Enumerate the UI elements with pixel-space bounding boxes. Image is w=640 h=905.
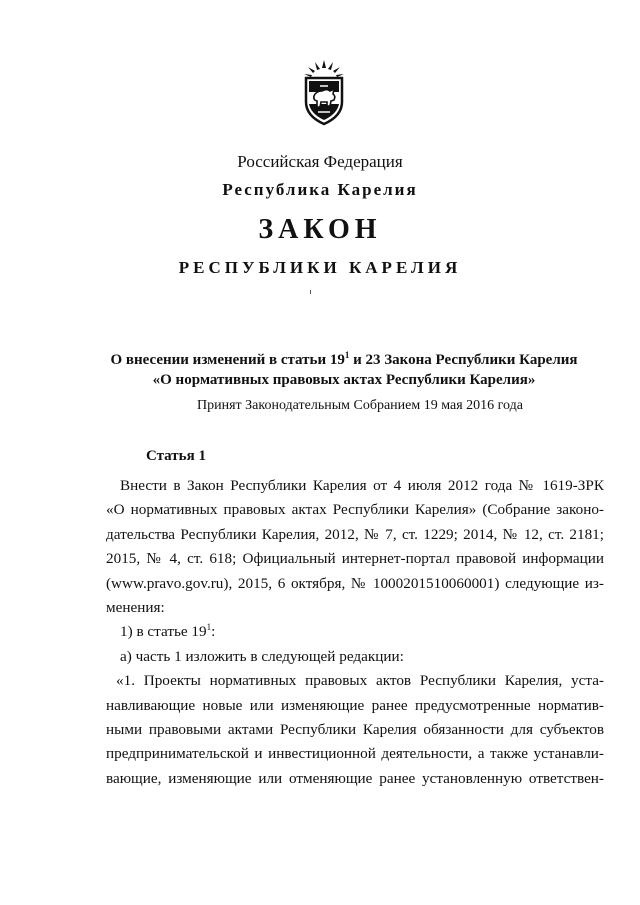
republic-name: Республика Карелия (222, 180, 418, 199)
document-type: ЗАКОН (258, 214, 382, 245)
quote-line: «1. Проекты нормативных правовых актов Республики Карелия, уста- (116, 672, 604, 690)
karelia-coat-of-arms-icon (296, 58, 352, 126)
quote-line: навливающие новые или изменяющие ранее предусмотренные норматив- (106, 696, 604, 714)
quote-line: вающие, изменяющие или отменяющие ранее установленную ответствен- (106, 769, 604, 787)
article-body (106, 474, 604, 791)
body-line: «О нормативных правовых актах Республики Карелия» (Собрание законо- (106, 501, 604, 519)
body-line: 2015, № 4, ст. 618; Официальный интернет-портал правовой информации (106, 550, 604, 568)
article-heading: Статья 1 (146, 448, 206, 464)
country-name: Российская Федерация (237, 152, 403, 171)
law-title-line-1: О внесении изменений в статьи $19^1$ и 23 Закона Республики Карелия (110, 350, 578, 368)
law-title-line-2: «О нормативных правовых актах Республики Карелия» (152, 372, 536, 388)
quote-line: предпринимательской и инвестиционной деятельности, а также устанавли- (106, 745, 604, 763)
adoption-note: Принят Законодательным Собранием 19 мая 2016 года (197, 398, 523, 413)
item-a: а) часть 1 изложить в следующей редакции: (120, 647, 404, 665)
item-1: 1) в статье $19^1$: (120, 622, 216, 641)
body-line: менения: (106, 598, 165, 616)
body-line: дательства Республики Карелия, 2012, № 7, ст. 1229; 2014, № 12, ст. 2181; (106, 525, 604, 543)
document-issuer: РЕСПУБЛИКИ КАРЕЛИЯ (178, 258, 462, 277)
quote-line: ными правовыми актами Республики Карелия обязанности для субъектов (106, 720, 604, 738)
body-line: (www.pravo.gov.ru), 2015, 6 октября, № 1000201510060001) следующие из- (106, 574, 604, 592)
body-line: Внести в Закон Республики Карелия от 4 июля 2012 года № 1619-ЗРК (120, 477, 604, 494)
scan-mark (310, 290, 311, 294)
